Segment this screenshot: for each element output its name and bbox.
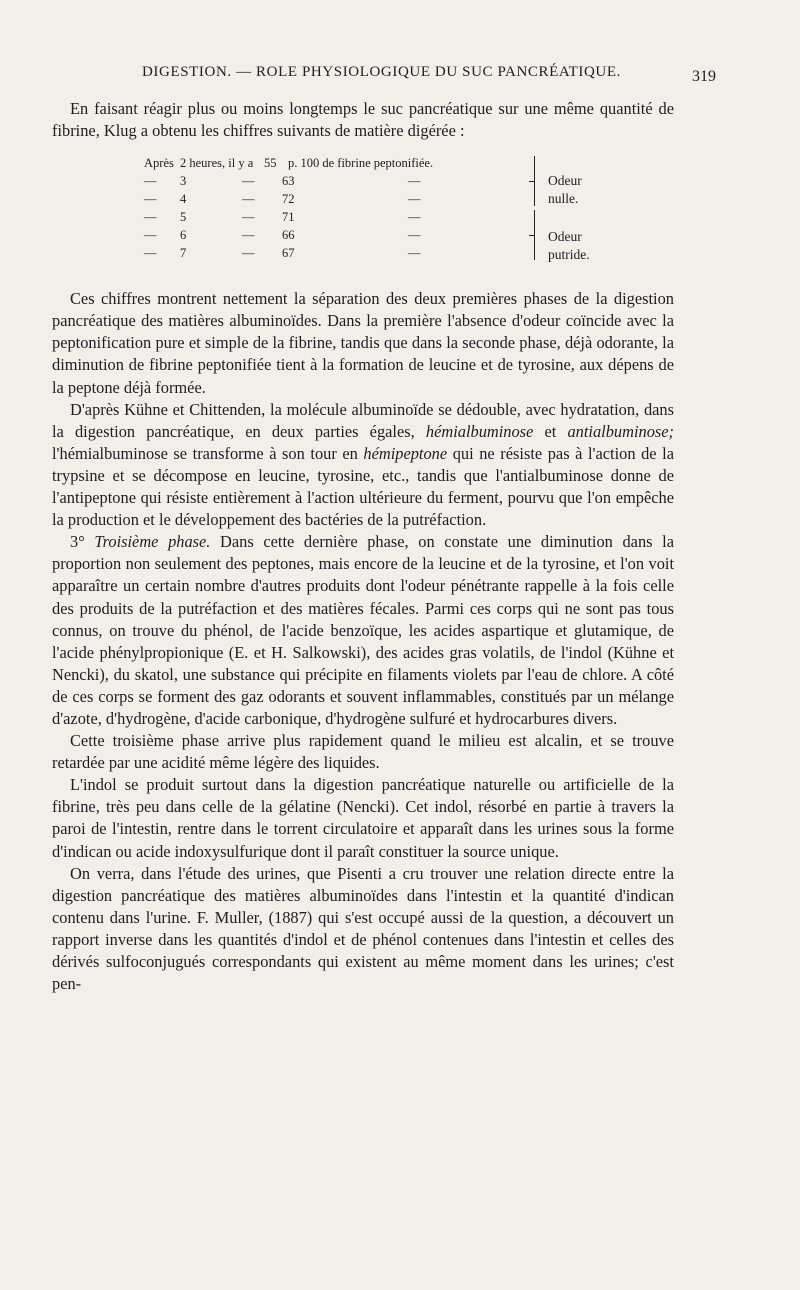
page-number: 319 (692, 68, 716, 85)
row-dash: — (242, 174, 255, 189)
section-number: 3° (70, 532, 85, 552)
row-dash: — (242, 210, 255, 225)
row-value: 72 (282, 192, 295, 207)
page-body (52, 98, 674, 995)
text-run: qui ne résiste pas à l'action de la trypsine et se décompose en leucine, tyrosine, etc., tandis que l'antialbuminose donne de l'antipeptone qui résiste entièrement à l'action ultérieure du ferment, pourvu que l'on empêche la production et le développement des bactéries de la putréfaction. (52, 443, 674, 530)
term-hemialbuminose: hémialbuminose (425, 421, 534, 441)
row-hours: 6 (180, 228, 187, 243)
term-antialbuminose: antialbuminose; (567, 421, 674, 441)
row-value: 67 (282, 246, 295, 261)
row-hours: 5 (180, 210, 187, 225)
paragraph-indol: L'indol se produit surtout dans la digestion pancréatique naturelle ou artificielle de la fibrine, très peu dans celle de la gélatine (Nencki). Cet indol, résorbé en partie à travers la paroi de l'intestin, rentre dans le torrent circulatoire et apparaît dans les urines sous la forme d'indican ou acide indoxysulfurique dont il paraît constituer la source unique. (52, 775, 674, 861)
row-value: 66 (282, 228, 295, 243)
row-dash: — (242, 192, 255, 207)
intro-paragraph: En faisant réagir plus ou moins longtemps le suc pancréatique sur une même quantité de fibrine, Klug a obtenu les chiffres suivants de matière digérée : (52, 99, 674, 141)
row-unit: p. 100 de fibrine peptonifiée. (288, 156, 434, 171)
odeur-putride-label: Odeur putride. (548, 229, 590, 263)
text-run: Dans cette dernière phase, on constate une diminution dans la proportion non seulement des peptones, mais encore de la leucine et de la tyrosine, et l'on voit apparaître un certain nombre d'autres produits dont l'odeur pénétrante rappelle à la fois celle des produits de la putréfaction et des matières fécales. Parmi ces corps qui ne sont pas tous connus, on trouve du phénol, de l'acide benzoïque, les acides aspartique et glutamique, de l'acide phénylpropionique (E. et H. Salkowski), des acides gras volatils, de l'indol (Kühne et Nencki), du skatol, une substance qui précipite en filaments violets par l'eau de chlore. A côté de ces corps se forment des gaz odorants et souvent inflammables, constitués par un mélange d'azote, d'hydrogène, d'acide carbonique, d'hydrogène sulfuré et hydrocarbures divers. (52, 532, 674, 728)
row-value: 55 (264, 156, 277, 171)
row-hours: 4 (180, 192, 187, 207)
brace-group-2 (534, 210, 545, 260)
odeur-nulle-label: Odeur nulle. (548, 173, 582, 207)
text-run: D'après Kühne et Chittenden, la molécule albuminoïde se dédouble, avec hydratation, dans la digestion pancréatique, en deux parties égales, (52, 399, 674, 441)
paragraph-phases: Ces chiffres montrent nettement la séparation des deux premières phases de la digestion pancréatique des matières albuminoïdes. Dans la première l'absence d'odeur coïncide avec la peptonification pure et simple de la fibrine, tandis que dans la seconde phase, déjà odorante, la diminution de fibrine peptonifiée tient à la formation de leucine et de tyrosine, aux dépens de la peptone déjà formée. (52, 289, 674, 397)
row-prefix: Après (144, 156, 174, 171)
row-prefix: — (144, 246, 157, 261)
running-title: DIGESTION. — ROLE PHYSIOLOGIQUE DU SUC PANCRÉATIQUE. (142, 64, 621, 80)
paragraph-third-phase (52, 531, 674, 730)
paragraph-urines: On verra, dans l'étude des urines, que Pisenti a cru trouver une relation directe entre la digestion pancréatique des matières albuminoïdes dans l'intestin et la quantité d'indican contenu dans l'urine. F. Muller, (1887) qui s'est occupé aussi de la question, a découvert un rapport inverse dans les quantités d'indol et de phénol contenues dans l'intestin et celles des dérivés sulfoconjugués correspondants qui existent au même moment dans les urines; c'est pen- (52, 863, 674, 994)
row-unit: — (408, 246, 421, 261)
row-value: 71 (282, 210, 295, 225)
paragraph-alkaline: Cette troisième phase arrive plus rapidement quand le milieu est alcalin, et se trouve retardée par une acidité même légère des liquides. (52, 731, 674, 773)
text-run: l'hémialbuminose se transforme à son tour en (52, 443, 364, 463)
page-header (142, 60, 716, 88)
row-prefix: — (144, 192, 157, 207)
klug-digestion-table (144, 154, 614, 262)
row-prefix: — (144, 174, 157, 189)
row-value: 63 (282, 174, 295, 189)
brace-group-1 (534, 156, 545, 206)
row-unit: — (408, 210, 421, 225)
term-hemipeptone: hémipeptone (363, 443, 448, 463)
row-unit: — (408, 228, 421, 243)
row-hours: 7 (180, 246, 187, 261)
row-dash: — (242, 228, 255, 243)
text-run: et (533, 421, 568, 441)
row-prefix: — (144, 210, 157, 225)
row-dash: — (242, 246, 255, 261)
paragraph-kuhne-chittenden (52, 399, 674, 532)
row-hours: 2 heures, il y a (180, 156, 254, 171)
row-hours: 3 (180, 174, 187, 189)
row-prefix: — (144, 228, 157, 243)
section-title: Troisième phase. (94, 532, 211, 552)
row-unit: — (408, 192, 421, 207)
row-unit: — (408, 174, 421, 189)
